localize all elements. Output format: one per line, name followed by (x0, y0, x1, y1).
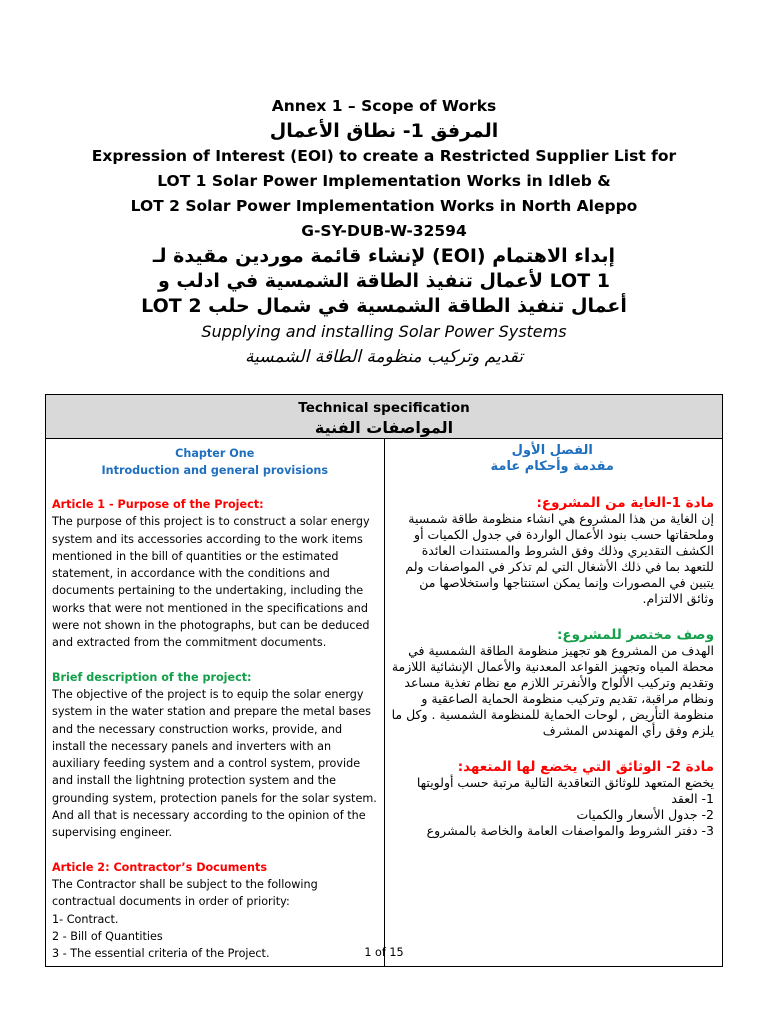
article-1-body-ar: إن الغاية من هذا المشروع هي انشاء منظومة طاقة شمسية وملحقاتها حسب بنود الأعمال الواردة في جدول الكميات أو الكشف التقديري وذلك وفق الشروط والمستندات العائدة للتعهد بما في ذلك الأشغال التي لم تذكر في المواصفات ولم يتبين في المصورات وإنما يمكن استنتاجها واستخلاصها من وثائق الالتزام. (405, 511, 714, 606)
list-item: 3- دفتر الشروط والمواصفات العامة والخاصة بالمشروع (426, 823, 714, 838)
spec-header-ar: المواصفات الفنية (314, 418, 454, 437)
list-item: 1- Contract. (52, 912, 119, 926)
eoi-line-3: LOT 2 Solar Power Implementation Works in North Aleppo (130, 197, 638, 215)
subtitle-en: Supplying and installing Solar Power Systems (201, 322, 567, 341)
title-ar: المرفق 1- نطاق الأعمال (269, 120, 499, 142)
title-en: Annex 1 – Scope of Works (271, 97, 497, 115)
chapter-subtitle-en: Introduction and general provisions (101, 464, 328, 477)
arabic-column (384, 439, 723, 967)
eoi-ar-line-2: لأعمال تنفيذ الطاقة الشمسية في ادلب و LOT 1 (157, 270, 611, 292)
chapter-title-ar: الفصل الأول (511, 443, 593, 458)
document-header (0, 94, 768, 370)
eoi-line-2: LOT 1 Solar Power Implementation Works in Idleb & (157, 172, 611, 190)
reference-number: G-SY-DUB-W-32594 (301, 222, 467, 240)
article-1-title-en: Article 1 - Purpose of the Project: (52, 498, 264, 511)
english-column (46, 439, 385, 967)
list-item: 2- جدول الأسعار والكميات (576, 807, 714, 822)
brief-body-ar: الهدف من المشروع هو تجهيز منظومة الطاقة الشمسية في محطة المياه وتجهيز القواعد المعدنية والأعمال الإنشائية اللازمة وتقديم وتركيب الألواح والأنفرتر اللازم مع نظام تغذية مساعد ونظام مراقبة، تقديم وتركيب منظومة الحماية الصاعقية و منظومة التأريض , لوحات الحماية للمنظومة الشمسية . وكل ما يلزم وفق رأي المهندس المشرف (391, 643, 714, 738)
article-2-body-ar: يخضع المتعهد للوثائق التعاقدية التالية مرتبة حسب أولويتها (416, 775, 714, 790)
eoi-line-1: Expression of Interest (EOI) to create a Restricted Supplier List for (91, 147, 677, 165)
technical-spec-table (45, 394, 723, 967)
brief-title-ar: وصف مختصر للمشروع: (557, 627, 714, 643)
brief-title-en: Brief description of the project: (52, 670, 252, 684)
eoi-ar-line-3: LOT 2 أعمال تنفيذ الطاقة الشمسية في شمال حلب (141, 295, 627, 317)
list-item: 2 - Bill of Quantities (52, 929, 163, 943)
article-2-title-ar: مادة 2- الوثائق التي يخضع لها المتعهد: (457, 759, 714, 775)
brief-body-en: The objective of the project is to equip the solar energy system in the water station and prepare the metal bases and the necessary construction works, provide, and install the necessary panels and inverters with an auxiliary feeding system and a control system, provide and install the lightning protection system and the grounding system, protection panels for the solar system. And all that is necessary according to the opinion of the supervising engineer. (52, 687, 377, 840)
chapter-subtitle-ar: مقدمة وأحكام عامة (490, 459, 614, 474)
chapter-title-en: Chapter One (175, 447, 255, 460)
spec-header-en: Technical specification (298, 400, 470, 416)
article-2-body-en: The Contractor shall be subject to the following contractual documents in order of priority: (52, 877, 318, 909)
subtitle-ar: تقديم وتركيب منظومة الطاقة الشمسية (245, 347, 523, 367)
list-item: 3 - The essential criteria of the Project. (52, 947, 270, 961)
article-2-title-en: Article 2: Contractor’s Documents (52, 860, 267, 874)
page-number: 1 of 15 (364, 946, 404, 959)
article-1-body-en: The purpose of this project is to construct a solar energy system and its accessories according to the work items mentioned in the bill of quantities or the estimated statement, in accordance with the conditions and documents pertaining to the undertaking, including the works that were not mentioned in the specifications and were not shown in the photographs, but can be deduced and extracted from the commitment documents. (52, 515, 370, 650)
list-item: 1- العقد (671, 791, 714, 806)
spec-header (46, 395, 723, 439)
article-1-title-ar: مادة 1-الغاية من المشروع: (536, 495, 714, 511)
eoi-ar-line-1: لإنشاء قائمة موردين مقيدة لـ (EOI) إبداء الاهتمام (152, 245, 616, 267)
